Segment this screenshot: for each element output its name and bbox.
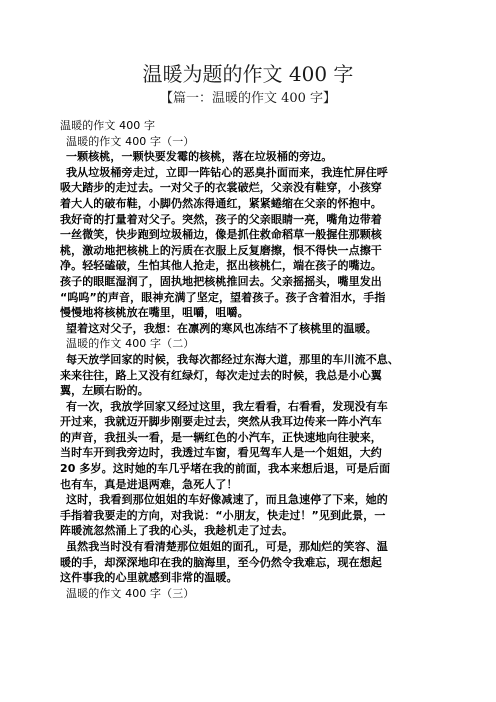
text-line: 暖的手，却深深地印在我的脑海里，至今仍然令我难忘，现在想起 [60, 555, 382, 569]
text-line: 翼，左顾右盼的。 [60, 384, 149, 398]
text-line: 一丝微笑，快步跑到垃圾桶边，像是抓住救命稻草一般握住那颗核 [60, 228, 382, 242]
text-line: 的声音，我扭头一看，是一辆红色的小汽车，正快速地向往驶来， [60, 430, 382, 444]
text-line: 也有车，真是进退两难，急死人了！ [60, 477, 238, 491]
text-line: “呜呜”的声音，眼神充满了坚定，望着孩子。孩子含着泪水，手指 [60, 290, 386, 304]
text-line: 着大人的破布鞋，小脚仍然冻得通红，紧紧蜷缩在父亲的怀抱中。 [60, 196, 382, 210]
text-line: 孩子的眼眶湿润了，固执地把核桃推回去。父亲摇摇头，嘴里发出 [60, 274, 382, 288]
text-line: 慢慢地将核桃放在嘴里，咀嚼，咀嚼。 [60, 306, 249, 320]
text-line: 温暖的作文 400 字 [60, 119, 156, 132]
text-line: 温暖的作文 400 字（二） [66, 337, 195, 351]
text-line: 我好奇的打量着对父子。突然，孩子的父亲眼睛一亮，嘴角边带着 [60, 212, 382, 226]
text-line: 虽然我当时没有看清楚那位姐姐的面孔，可是，那灿烂的笑容、温 [66, 540, 388, 554]
text-line: 有一次，我放学回家又经过这里，我左看看，右看看，发现没有车 [66, 399, 388, 413]
text-line: 每天放学回家的时候，我每次都经过东海大道，那里的车川流不息、 [66, 352, 399, 366]
text-line: 来来往往，路上又没有红绿灯，每次走过去的时候，我总是小心翼 [60, 368, 382, 382]
document-title: 温暖为题的作文 400 字 [142, 62, 354, 86]
text-line: 我从垃圾桶旁走过，立即一阵钻心的恶臭扑面而来，我连忙屏住呼 [66, 165, 388, 179]
text-line: 20 多岁。这时她的车几乎堵在我的前面，我本来想后退，可是后面 [60, 462, 391, 476]
document-subtitle: 【篇一：温暖的作文 400 字】 [159, 91, 337, 106]
text-line: 一颗核桃，一颗快要发霉的核桃，落在垃圾桶的旁边。 [66, 150, 333, 164]
text-line: 开过来，我就迈开脚步刚要走过去，突然从我耳边传来一阵小汽车 [60, 415, 382, 429]
document-body [60, 118, 450, 601]
text-line: 手指着我要走的方向，对我说：“小朋友，快走过！”见到此景，一 [60, 508, 386, 522]
text-line: 吸大踏步的走过去。一对父子的衣裳破烂，父亲没有鞋穿，小孩穿 [60, 181, 382, 195]
text-line: 阵暖流忽然涌上了我的心头，我趁机走了过去。 [60, 524, 294, 538]
text-line: 望着这对父子，我想：在凛冽的寒风也冻结不了核桃里的温暖。 [66, 321, 377, 335]
text-line: 温暖的作文 400 字（一） [66, 134, 195, 148]
text-line: 这件事我的心里就感到非常的温暖。 [60, 571, 238, 585]
text-line: 当时车开到我旁边时，我透过车窗，看见驾车人是一个姐姐，大约 [60, 446, 382, 460]
text-line: 桃，激动地把核桃上的污质在衣服上反复磨擦，恨不得快一点擦干 [60, 243, 382, 257]
text-line: 净。轻轻磕破，生怕其他人抢走，抠出核桃仁，端在孩子的嘴边。 [60, 259, 382, 273]
text-line: 这时，我看到那位姐姐的车好像减速了，而且急速停了下来，她的 [66, 493, 388, 507]
text-line: 温暖的作文 400 字（三） [66, 586, 195, 600]
